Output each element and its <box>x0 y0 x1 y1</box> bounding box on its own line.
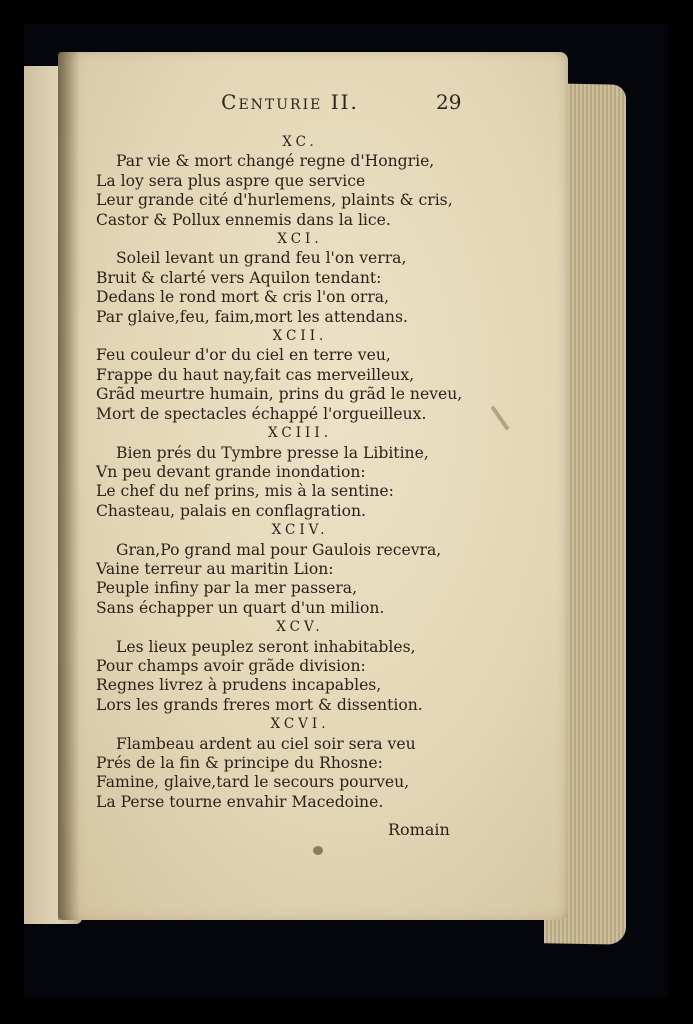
verse-line: Le chef du nef prins, mis à la sentine: <box>96 482 394 501</box>
quatrain <box>96 715 496 812</box>
verse-line: Grãd meurtre humain, prins du grãd le neveu, <box>96 385 463 404</box>
quatrain <box>96 424 496 521</box>
verse-line: Chasteau, palais en conflagration. <box>96 501 366 520</box>
verse-line: Gran,Po grand mal pour Gaulois recevra, <box>116 540 442 559</box>
running-head: Centurie II. <box>221 90 359 114</box>
verse-line: Flambeau ardent au ciel soir sera veu <box>116 734 416 753</box>
paper-hole <box>313 846 323 855</box>
quatrain <box>96 230 496 327</box>
catchword: Romain <box>388 820 450 839</box>
quatrain <box>96 521 496 618</box>
verse-line: Par glaive,feu, faim,mort les attendans. <box>96 307 408 326</box>
quatrain-number: XCIII. <box>268 425 332 442</box>
verse-line: Lors les grands freres mort & dissention. <box>96 695 423 714</box>
quatrain-number: XCV. <box>276 619 324 636</box>
verse-line: La loy sera plus aspre que service <box>96 171 366 190</box>
gutter-shadow <box>58 52 80 920</box>
quatrain-number: XCI. <box>277 231 323 248</box>
quatrain-number: XCIV. <box>271 522 329 539</box>
verse-line: Bruit & clarté vers Aquilon tendant: <box>96 268 382 287</box>
verse-line: Soleil levant un grand feu l'on verra, <box>116 249 407 268</box>
verse-line: Les lieux peuplez seront inhabitables, <box>116 637 416 656</box>
verse-line: Prés de la fin & principe du Rhosne: <box>96 754 383 772</box>
verse-line: Vn peu devant grande inondation: <box>96 462 366 481</box>
verse-line: Leur grande cité d'hurlemens, plaints & cris, <box>96 191 453 210</box>
verse-line: Pour champs avoir grãde division: <box>96 656 366 675</box>
quatrain-number: XC. <box>282 134 318 150</box>
verse-line: Feu couleur d'or du ciel en terre veu, <box>96 346 391 365</box>
verse-line: La Perse tourne envahir Macedoine. <box>96 792 384 811</box>
verse-line: Regnes livrez à prudens incapables, <box>96 676 382 695</box>
quatrain <box>96 327 496 424</box>
quatrain-column <box>96 133 496 812</box>
quatrain <box>96 618 496 715</box>
verse-line: Bien prés du Tymbre presse la Libitine, <box>116 443 429 462</box>
verse-line: Famine, glaive,tard le secours pourveu, <box>96 773 410 792</box>
verse-line: Mort de spectacles échappé l'orgueilleux. <box>96 404 427 423</box>
quatrain-number: XCVI. <box>270 716 330 733</box>
verse-line: Dedans le rond mort & cris l'on orra, <box>96 288 390 307</box>
verse-line: Frappe du haut nay,fait cas merveilleux, <box>96 365 415 384</box>
quatrain-number: XCII. <box>272 328 328 345</box>
quatrain <box>96 133 496 230</box>
verse-line: Castor & Pollux ennemis dans la lice. <box>96 210 391 229</box>
page-number: 29 <box>436 90 462 114</box>
verse-line: Vaine terreur au maritin Lion: <box>96 559 334 578</box>
verse-line: Sans échapper un quart d'un milion. <box>96 598 385 617</box>
verse-line: Peuple infiny par la mer passera, <box>96 579 358 598</box>
verse-line: Par vie & mort changé regne d'Hongrie, <box>116 152 435 171</box>
